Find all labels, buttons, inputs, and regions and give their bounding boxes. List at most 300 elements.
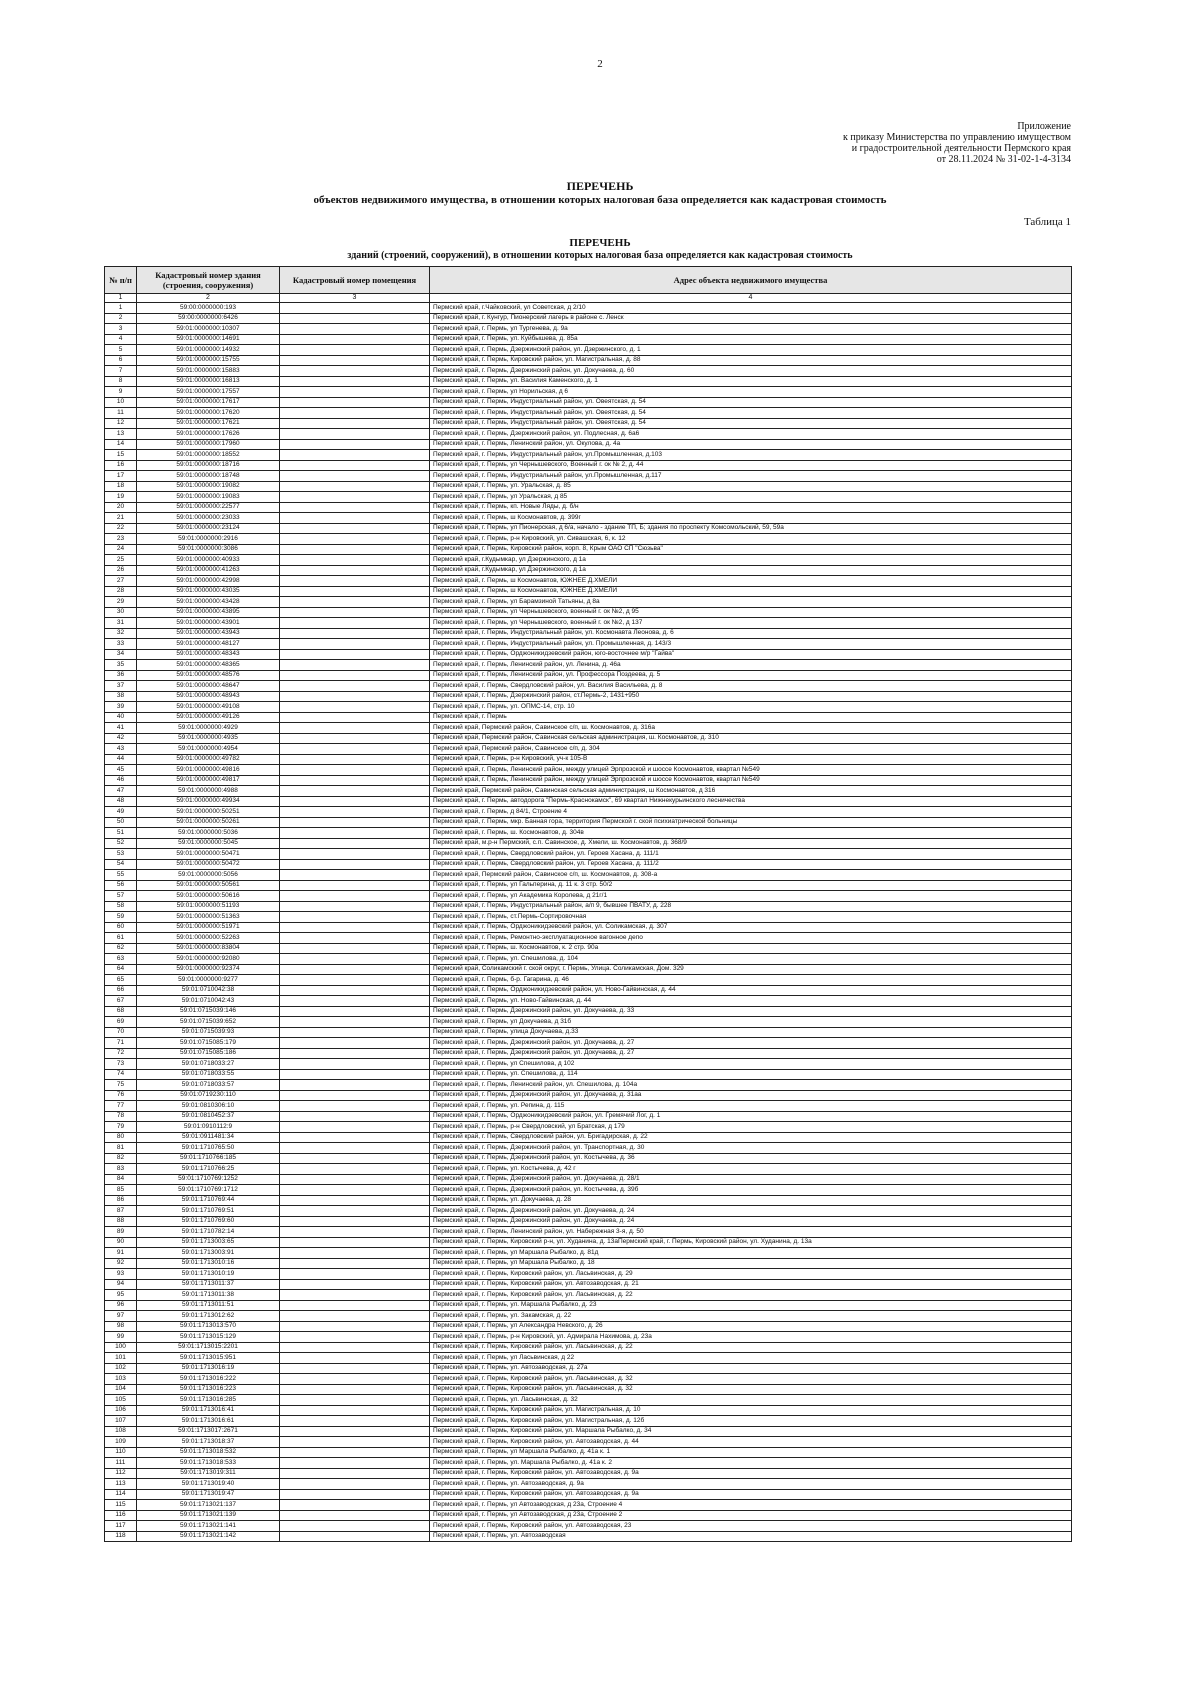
cell-building-cadastral: 59:01:0000000:48576 [137, 670, 280, 681]
cell-premises-cadastral [280, 807, 430, 818]
cell-index: 22 [105, 523, 137, 534]
table-row [105, 691, 1072, 702]
cell-building-cadastral: 59:01:1713017:2671 [137, 1426, 280, 1437]
column-numbers-row [105, 294, 1072, 303]
cell-address: Пермский край, г. Пермь, ш Космонавтов, ЮЖНЕЕ Д.ХМЕЛИ [430, 586, 1072, 597]
cell-address: Пермский край, г. Пермь, ул. Костычева, д. 42 г [430, 1164, 1072, 1175]
cell-premises-cadastral [280, 649, 430, 660]
cell-premises-cadastral [280, 1500, 430, 1511]
table-row [105, 555, 1072, 566]
cell-building-cadastral: 59:01:0910112:9 [137, 1122, 280, 1133]
cell-building-cadastral: 59:01:1713018:533 [137, 1458, 280, 1469]
cell-premises-cadastral [280, 513, 430, 524]
table-row [105, 1111, 1072, 1122]
table-row [105, 544, 1072, 555]
cell-premises-cadastral [280, 1038, 430, 1049]
cell-premises-cadastral [280, 1237, 430, 1248]
cell-address: Пермский край, м.р-н Пермский, с.п. Савинское, д. Хмели, ш. Космонавтов, д. 368/9 [430, 838, 1072, 849]
cell-building-cadastral: 59:01:1713010:19 [137, 1269, 280, 1280]
cell-building-cadastral: 59:01:0710042:38 [137, 985, 280, 996]
cell-index: 53 [105, 849, 137, 860]
cell-address: Пермский край, г. Пермь, ул. Закамская, д. 22 [430, 1311, 1072, 1322]
cell-address: Пермский край, г. Пермь, ул Тургенева, д. 9а [430, 324, 1072, 335]
cell-building-cadastral: 59:01:0000000:17557 [137, 387, 280, 398]
cell-address: Пермский край, г. Пермь, б-р. Гагарина, д. 46 [430, 975, 1072, 986]
cell-index: 47 [105, 786, 137, 797]
table-row [105, 1059, 1072, 1070]
table-row [105, 1174, 1072, 1185]
cell-address: Пермский край, г. Пермь, Дзержинский район, ул. Дзержинского, д. 1 [430, 345, 1072, 356]
annex-line: Приложение [1017, 121, 1071, 132]
table-row [105, 1038, 1072, 1049]
cell-address: Пермский край, г. Пермь, Орджоникидзевский район, ул. Ново-Гайвинская, д. 44 [430, 985, 1072, 996]
cell-index: 76 [105, 1090, 137, 1101]
cell-premises-cadastral [280, 1164, 430, 1175]
cell-address: Пермский край, г. Пермь, Дзержинский район, ул. Костычева, д. 39б [430, 1185, 1072, 1196]
cell-premises-cadastral [280, 1248, 430, 1259]
cell-index: 52 [105, 838, 137, 849]
cell-premises-cadastral [280, 639, 430, 650]
cell-index: 100 [105, 1342, 137, 1353]
table-row [105, 397, 1072, 408]
cell-building-cadastral: 59:01:0000000:22577 [137, 502, 280, 513]
cell-building-cadastral: 59:01:1713003:65 [137, 1237, 280, 1248]
cell-index: 66 [105, 985, 137, 996]
cell-building-cadastral: 59:01:1713013:570 [137, 1321, 280, 1332]
table-row [105, 1521, 1072, 1532]
cell-building-cadastral: 59:01:0000000:17620 [137, 408, 280, 419]
table-row [105, 1090, 1072, 1101]
cell-index: 25 [105, 555, 137, 566]
table-row [105, 1374, 1072, 1385]
cell-building-cadastral: 59:01:1713010:16 [137, 1258, 280, 1269]
cell-address: Пермский край, г. Пермь, Кировский район, ул. Маршала Рыбалко, д. 34 [430, 1426, 1072, 1437]
cell-building-cadastral: 59:00:0000000:193 [137, 303, 280, 314]
cell-premises-cadastral [280, 313, 430, 324]
cell-building-cadastral: 59:01:0000000:49108 [137, 702, 280, 713]
cell-index: 18 [105, 481, 137, 492]
table-row [105, 954, 1072, 965]
cell-building-cadastral: 59:01:1713019:311 [137, 1468, 280, 1479]
document-subtitle: объектов недвижимого имущества, в отношении которых налоговая база определяется как кадастровая стоимость [313, 194, 887, 206]
header-address: Адрес объекта недвижимого имущества [430, 267, 1072, 294]
cell-address: Пермский край, г. Кунгур, Пионерский лагерь в районе с. Ленск [430, 313, 1072, 324]
cell-building-cadastral: 59:01:1713016:223 [137, 1384, 280, 1395]
cell-premises-cadastral [280, 1342, 430, 1353]
table-row [105, 450, 1072, 461]
cell-building-cadastral: 59:01:0000000:50471 [137, 849, 280, 860]
cell-premises-cadastral [280, 1017, 430, 1028]
cell-index: 37 [105, 681, 137, 692]
table-row [105, 1321, 1072, 1332]
cell-address: Пермский край, г. Пермь, ш Космонавтов, д. 399г [430, 513, 1072, 524]
cell-address: Пермский край, г. Пермь, ул. Репина, д. 115 [430, 1101, 1072, 1112]
table-row [105, 933, 1072, 944]
cell-premises-cadastral [280, 880, 430, 891]
table-row [105, 744, 1072, 755]
cell-building-cadastral: 59:01:0719230:110 [137, 1090, 280, 1101]
cell-address: Пермский край, г. Пермь, Орджоникидзевский район, ул. Гремячий Лог, д. 1 [430, 1111, 1072, 1122]
cell-building-cadastral: 59:01:0000000:43895 [137, 607, 280, 618]
cell-premises-cadastral [280, 1185, 430, 1196]
cell-premises-cadastral [280, 1279, 430, 1290]
cell-index: 32 [105, 628, 137, 639]
cell-address: Пермский край, г. Пермь, Кировский район, ул. Ласьвинская, д. 32 [430, 1384, 1072, 1395]
cell-building-cadastral: 59:01:0000000:43901 [137, 618, 280, 629]
cell-premises-cadastral [280, 723, 430, 734]
cell-premises-cadastral [280, 303, 430, 314]
cell-address: Пермский край, г. Пермь, Индустриальный район, ул. Космонавта Леонова, д. 6 [430, 628, 1072, 639]
cell-address: Пермский край, г. Пермь, ул Норильская, д 6 [430, 387, 1072, 398]
table-row [105, 1353, 1072, 1364]
cell-building-cadastral: 59:01:0000000:17960 [137, 439, 280, 450]
cell-index: 74 [105, 1069, 137, 1080]
cell-premises-cadastral [280, 1206, 430, 1217]
table-row [105, 1227, 1072, 1238]
cell-premises-cadastral [280, 1122, 430, 1133]
table-row [105, 1311, 1072, 1322]
cell-index: 11 [105, 408, 137, 419]
table-row [105, 565, 1072, 576]
cell-building-cadastral: 59:01:1713016:285 [137, 1395, 280, 1406]
table-row [105, 1447, 1072, 1458]
cell-premises-cadastral [280, 1447, 430, 1458]
table-row [105, 1300, 1072, 1311]
cell-index: 85 [105, 1185, 137, 1196]
cell-building-cadastral: 59:01:0000000:50616 [137, 891, 280, 902]
table-row [105, 303, 1072, 314]
cell-index: 82 [105, 1153, 137, 1164]
cell-building-cadastral: 59:01:1710769:1712 [137, 1185, 280, 1196]
cell-premises-cadastral [280, 1143, 430, 1154]
cell-address: Пермский край, г. Пермь, ул Чернышевского, военный г. ок №2, д 95 [430, 607, 1072, 618]
cell-index: 13 [105, 429, 137, 440]
cell-premises-cadastral [280, 1332, 430, 1343]
cell-building-cadastral: 59:01:0000000:16813 [137, 376, 280, 387]
table-row [105, 324, 1072, 335]
cell-index: 105 [105, 1395, 137, 1406]
table-row [105, 1426, 1072, 1437]
table-row [105, 1405, 1072, 1416]
cell-address: Пермский край, г. Пермь, Кировский район, ул. Магистральная, д. 10 [430, 1405, 1072, 1416]
cell-building-cadastral: 59:01:0810306:10 [137, 1101, 280, 1112]
table-row [105, 796, 1072, 807]
cell-premises-cadastral [280, 1227, 430, 1238]
cell-index: 23 [105, 534, 137, 545]
cell-premises-cadastral [280, 376, 430, 387]
cell-address: Пермский край, г.Кудымкар, ул Дзержинского, д 1а [430, 555, 1072, 566]
cell-address: Пермский край, г. Пермь, автодорога "Пермь-Краснокамск", 69 квартал Нижнекурьинского лесничества [430, 796, 1072, 807]
cell-address: Пермский край, г. Пермь, ул Александра Невского, д. 26 [430, 1321, 1072, 1332]
cell-index: 6 [105, 355, 137, 366]
table-row [105, 418, 1072, 429]
table-row [105, 765, 1072, 776]
cell-index: 79 [105, 1122, 137, 1133]
cell-address: Пермский край, г. Пермь, Дзержинский район, ул. Докучаева, д. 24 [430, 1206, 1072, 1217]
annex-line: и градостроительной деятельности Пермского края [851, 143, 1071, 154]
cell-index: 104 [105, 1384, 137, 1395]
cell-address: Пермский край, г. Пермь, ул Гальперина, д. 11 к. 3 стр. 50/2 [430, 880, 1072, 891]
cell-premises-cadastral [280, 544, 430, 555]
cell-address: Пермский край, Соликамский г. ской округ, г. Пермь, Улица. Соликамская, Дом. 329 [430, 964, 1072, 975]
table-row [105, 334, 1072, 345]
cell-address: Пермский край, г. Пермь, Дзержинский район, ул. Докучаева, д. 24 [430, 1216, 1072, 1227]
cell-premises-cadastral [280, 1395, 430, 1406]
cell-index: 28 [105, 586, 137, 597]
cell-address: Пермский край, г. Пермь, Дзержинский район, ул. Докучаева, д. 33 [430, 1006, 1072, 1017]
table-row [105, 1185, 1072, 1196]
cell-index: 2 [105, 313, 137, 324]
cell-premises-cadastral [280, 996, 430, 1007]
cell-address: Пермский край, Пермский район, Савинское с/п, ш. Космонавтов, д. 308-а [430, 870, 1072, 881]
cell-address: Пермский край, г. Пермь, мкр. Банная гора, территория Пермской г. ской психиатрической больницы [430, 817, 1072, 828]
table-row [105, 775, 1072, 786]
cell-index: 63 [105, 954, 137, 965]
column-number: 3 [280, 294, 430, 303]
cell-building-cadastral: 59:01:1713011:38 [137, 1290, 280, 1301]
cell-building-cadastral: 59:01:1713015:951 [137, 1353, 280, 1364]
cell-index: 106 [105, 1405, 137, 1416]
cell-address: Пермский край, Пермский район, Савинская сельская администрация, ш. Космонавтов, д. 310 [430, 733, 1072, 744]
cell-index: 5 [105, 345, 137, 356]
table-header-row [105, 267, 1072, 294]
cell-address: Пермский край, Пермский район, Савинское с/п, д. 304 [430, 744, 1072, 755]
cell-address: Пермский край, г. Пермь, кп. Новые Ляды, д. б/н [430, 502, 1072, 513]
cell-building-cadastral: 59:01:0911481:34 [137, 1132, 280, 1143]
cell-premises-cadastral [280, 408, 430, 419]
table-row [105, 387, 1072, 398]
cell-index: 107 [105, 1416, 137, 1427]
cell-index: 29 [105, 597, 137, 608]
table-row [105, 849, 1072, 860]
cell-address: Пермский край, г. Пермь, ул. Докучаева, д. 28 [430, 1195, 1072, 1206]
cell-index: 108 [105, 1426, 137, 1437]
cell-address: Пермский край, г. Пермь, ул Маршала Рыбалко, д. 18 [430, 1258, 1072, 1269]
table-row [105, 597, 1072, 608]
table-row [105, 376, 1072, 387]
cell-building-cadastral: 59:01:0000000:50561 [137, 880, 280, 891]
cell-index: 4 [105, 334, 137, 345]
cell-premises-cadastral [280, 1080, 430, 1091]
cell-address: Пермский край, г. Пермь, р-н Свердловский, ул Братская, д 179 [430, 1122, 1072, 1133]
cell-premises-cadastral [280, 933, 430, 944]
cell-building-cadastral: 59:01:0000000:17621 [137, 418, 280, 429]
cell-address: Пермский край, г. Пермь, ул Уральская, д 85 [430, 492, 1072, 503]
table-body [105, 303, 1072, 1542]
cell-building-cadastral: 59:01:0000000:49126 [137, 712, 280, 723]
cell-building-cadastral: 59:01:1713016:41 [137, 1405, 280, 1416]
table-row [105, 1153, 1072, 1164]
cell-building-cadastral: 59:01:0710042:43 [137, 996, 280, 1007]
cell-index: 78 [105, 1111, 137, 1122]
cell-building-cadastral: 59:01:0000000:10307 [137, 324, 280, 335]
cell-index: 60 [105, 922, 137, 933]
table-row [105, 1332, 1072, 1343]
cell-premises-cadastral [280, 891, 430, 902]
table-row [105, 1048, 1072, 1059]
cell-building-cadastral: 59:01:1710765:50 [137, 1143, 280, 1154]
cell-index: 57 [105, 891, 137, 902]
cell-address: Пермский край, г. Пермь, Кировский район, ул. Магистральная, д. 12б [430, 1416, 1072, 1427]
table-row [105, 481, 1072, 492]
cell-index: 61 [105, 933, 137, 944]
cell-address: Пермский край, г. Пермь, Индустриальный район, ул. Промышленная, д. 143/3 [430, 639, 1072, 650]
column-number: 2 [137, 294, 280, 303]
cell-address: Пермский край, г. Пермь, Ленинский район, ул. Ленина, д. 46а [430, 660, 1072, 671]
cell-address: Пермский край, г. Пермь, Кировский район, ул. Ласьвинская, д. 22 [430, 1290, 1072, 1301]
cell-address: Пермский край, г. Пермь, ул. Ласьвинская, д. 32 [430, 1395, 1072, 1406]
table-row [105, 964, 1072, 975]
table-row [105, 880, 1072, 891]
cell-building-cadastral: 59:01:0000000:49782 [137, 754, 280, 765]
cell-premises-cadastral [280, 1510, 430, 1521]
cell-building-cadastral: 59:01:0000000:5036 [137, 828, 280, 839]
table-row [105, 1132, 1072, 1143]
cell-building-cadastral: 59:01:1710782:14 [137, 1227, 280, 1238]
cell-index: 65 [105, 975, 137, 986]
cell-index: 19 [105, 492, 137, 503]
cell-premises-cadastral [280, 628, 430, 639]
page-number: 2 [597, 58, 603, 70]
cell-index: 67 [105, 996, 137, 1007]
cell-building-cadastral: 59:01:0718033:55 [137, 1069, 280, 1080]
cell-index: 24 [105, 544, 137, 555]
table-row [105, 1279, 1072, 1290]
cell-premises-cadastral [280, 954, 430, 965]
table-row [105, 1143, 1072, 1154]
cell-index: 83 [105, 1164, 137, 1175]
cell-premises-cadastral [280, 1195, 430, 1206]
cell-index: 115 [105, 1500, 137, 1511]
cell-premises-cadastral [280, 565, 430, 576]
table-row [105, 1510, 1072, 1521]
cell-index: 111 [105, 1458, 137, 1469]
cell-building-cadastral: 59:01:1713018:532 [137, 1447, 280, 1458]
cell-index: 69 [105, 1017, 137, 1028]
cell-index: 40 [105, 712, 137, 723]
cell-premises-cadastral [280, 775, 430, 786]
cell-address: Пермский край, г. Пермь, Индустриальный район, ул. Овеятская, д. 54 [430, 418, 1072, 429]
cell-address: Пермский край, г. Пермь, Свердловский район, ул. Бригадирская, д. 22 [430, 1132, 1072, 1143]
table-row [105, 859, 1072, 870]
cell-premises-cadastral [280, 912, 430, 923]
cell-building-cadastral: 59:01:1710769:44 [137, 1195, 280, 1206]
cell-address: Пермский край, г. Пермь, ул Барамзиной Татьяны, д 8а [430, 597, 1072, 608]
cell-address: Пермский край, г. Пермь, Кировский район, ул. Магистральная, д. 88 [430, 355, 1072, 366]
table-row [105, 838, 1072, 849]
cell-premises-cadastral [280, 702, 430, 713]
cell-address: Пермский край, г. Пермь, Дзержинский район, ул. Докучаева, д. 60 [430, 366, 1072, 377]
cell-index: 109 [105, 1437, 137, 1448]
table-row [105, 807, 1072, 818]
cell-address: Пермский край, г. Пермь, Индустриальный район, ул. Овеятская, д. 54 [430, 397, 1072, 408]
annex-line: от 28.11.2024 № 31-02-1-4-3134 [936, 154, 1071, 165]
cell-index: 43 [105, 744, 137, 755]
cell-premises-cadastral [280, 1489, 430, 1500]
table-row [105, 534, 1072, 545]
cell-index: 88 [105, 1216, 137, 1227]
cell-premises-cadastral [280, 870, 430, 881]
cell-premises-cadastral [280, 1132, 430, 1143]
table-row [105, 1384, 1072, 1395]
cell-building-cadastral: 59:01:0000000:23124 [137, 523, 280, 534]
cell-address: Пермский край, г. Пермь, Дзержинский район, ул. Подлесная, д. 6а6 [430, 429, 1072, 440]
cell-premises-cadastral [280, 355, 430, 366]
cell-index: 3 [105, 324, 137, 335]
table-row [105, 502, 1072, 513]
cell-index: 33 [105, 639, 137, 650]
cell-premises-cadastral [280, 1311, 430, 1322]
table-row [105, 670, 1072, 681]
cell-building-cadastral: 59:01:1713015:129 [137, 1332, 280, 1343]
cell-premises-cadastral [280, 1300, 430, 1311]
cell-address: Пермский край, г. Пермь, р-н Кировский, уч-к 105-В [430, 754, 1072, 765]
cell-address: Пермский край, г. Пермь, ул Докучаева, д 31б [430, 1017, 1072, 1028]
cell-index: 116 [105, 1510, 137, 1521]
cell-building-cadastral: 59:01:1713011:37 [137, 1279, 280, 1290]
cell-premises-cadastral [280, 1531, 430, 1542]
cell-index: 7 [105, 366, 137, 377]
cell-index: 68 [105, 1006, 137, 1017]
cell-index: 51 [105, 828, 137, 839]
cell-address: Пермский край, г. Пермь, ул. Спешилова, д. 114 [430, 1069, 1072, 1080]
cell-address: Пермский край, г. Пермь, Ремонтно-эксплуатационное вагонное депо [430, 933, 1072, 944]
table-row [105, 901, 1072, 912]
cell-premises-cadastral [280, 429, 430, 440]
cell-index: 64 [105, 964, 137, 975]
cell-index: 91 [105, 1248, 137, 1259]
cell-index: 30 [105, 607, 137, 618]
cell-address: Пермский край, г. Пермь, ул. ОПМС-14, стр. 10 [430, 702, 1072, 713]
cell-index: 36 [105, 670, 137, 681]
cell-index: 56 [105, 880, 137, 891]
cell-address: Пермский край, г. Пермь, д 84/1, Строение 4 [430, 807, 1072, 818]
cell-premises-cadastral [280, 765, 430, 776]
cell-address: Пермский край, г. Пермь, ул Автозаводская, д 23а, Строение 2 [430, 1510, 1072, 1521]
cell-building-cadastral: 59:01:0000000:48343 [137, 649, 280, 660]
cell-address: Пермский край, г. Пермь, ул. Спешилова, д. 104 [430, 954, 1072, 965]
cell-building-cadastral: 59:01:0000000:18716 [137, 460, 280, 471]
cell-index: 114 [105, 1489, 137, 1500]
cell-address: Пермский край, г. Пермь, ул Автозаводская, д 23а, Строение 4 [430, 1500, 1072, 1511]
cell-premises-cadastral [280, 964, 430, 975]
cell-index: 16 [105, 460, 137, 471]
cell-index: 112 [105, 1468, 137, 1479]
table-row [105, 1395, 1072, 1406]
table-row [105, 1458, 1072, 1469]
cell-address: Пермский край, г. Пермь, Орджоникидзевский район, ул. Соликамская, д. 307 [430, 922, 1072, 933]
cell-premises-cadastral [280, 681, 430, 692]
cell-premises-cadastral [280, 796, 430, 807]
cell-index: 86 [105, 1195, 137, 1206]
cell-building-cadastral: 59:01:0000000:4929 [137, 723, 280, 734]
cell-premises-cadastral [280, 324, 430, 335]
cell-building-cadastral: 59:01:0000000:17617 [137, 397, 280, 408]
table-row [105, 1122, 1072, 1133]
cell-premises-cadastral [280, 754, 430, 765]
table-row [105, 912, 1072, 923]
cell-address: Пермский край, г. Пермь, Орджоникидзевский район, юго-восточнее м/р "Гайва" [430, 649, 1072, 660]
cell-premises-cadastral [280, 838, 430, 849]
cell-premises-cadastral [280, 1048, 430, 1059]
table-row [105, 943, 1072, 954]
cell-address: Пермский край, г. Пермь, Свердловский район, ул. Героев Хасана, д. 111/2 [430, 859, 1072, 870]
cell-premises-cadastral [280, 439, 430, 450]
table-row [105, 471, 1072, 482]
cell-address: Пермский край, г. Пермь, ул. Автозаводская [430, 1531, 1072, 1542]
header-premises-cadastral: Кадастровый номер помещения [280, 267, 430, 294]
cell-address: Пермский край, г. Пермь, ул. Маршала Рыбалко, д. 41а к. 2 [430, 1458, 1072, 1469]
